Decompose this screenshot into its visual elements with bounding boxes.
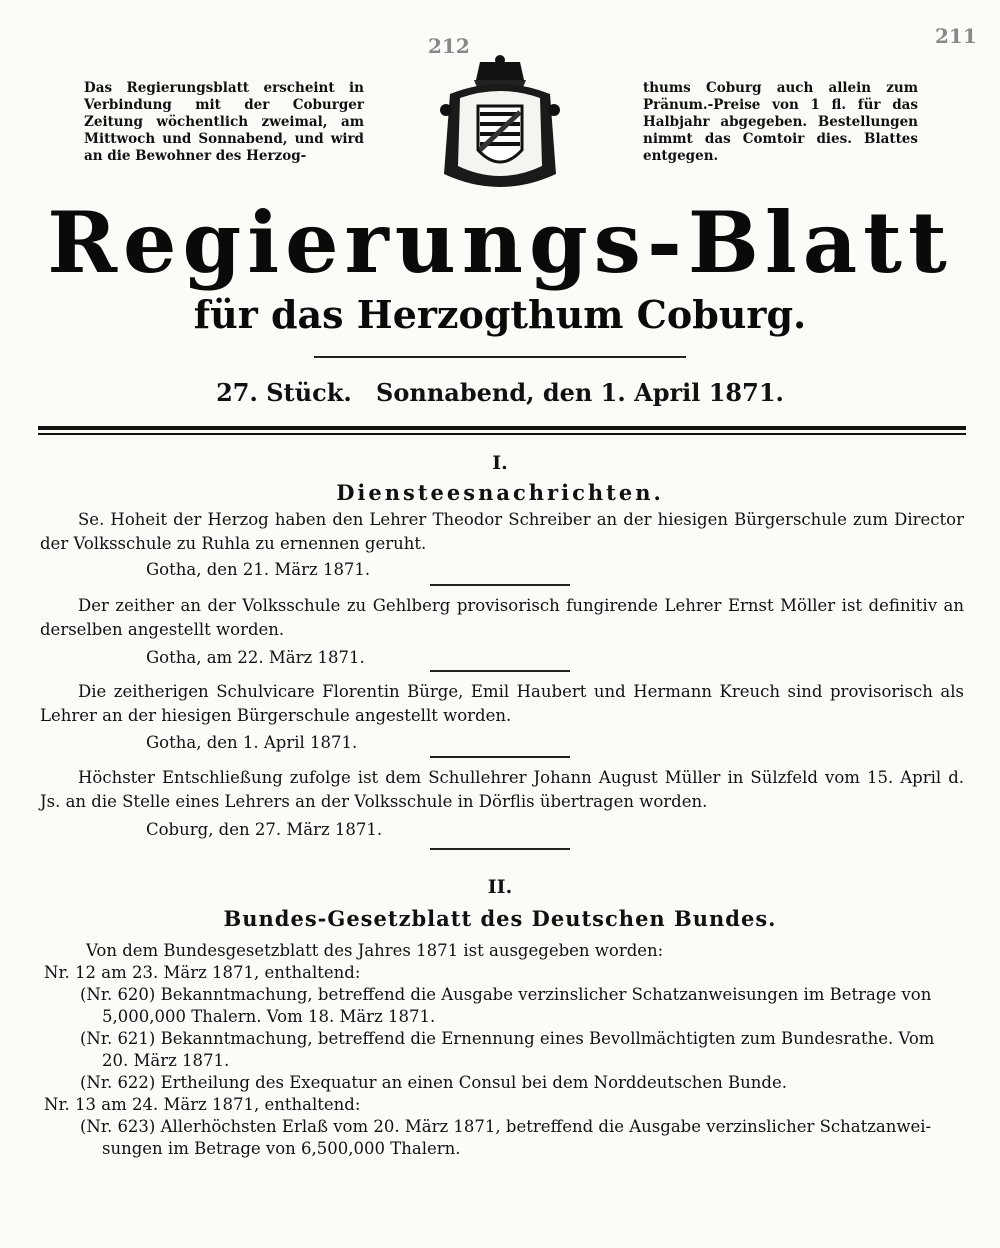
place-date: Coburg, den 27. März 1871.: [146, 820, 383, 839]
issue-number: 27. Stück.: [216, 378, 352, 407]
section-2-numeral: II.: [487, 876, 513, 898]
coat-of-arms-icon: [430, 54, 570, 204]
place-date: Gotha, den 21. März 1871.: [146, 560, 371, 579]
gazette-entry-line: (Nr. 623) Allerhöchsten Erlaß vom 20. März 1871, betreffend die Ausgabe verzinslicher Schatzanwei-: [80, 1117, 932, 1136]
notice-paragraph: Die zeitherigen Schulvicare Florentin Bürge, Emil Haubert und Hermann Kreuch sind provisorisch als Lehrer an der hiesigen Bürgerschule angestellt worden.: [40, 682, 964, 725]
page-number-left: 212: [428, 34, 470, 58]
gazette-entry-line: 20. März 1871.: [102, 1051, 230, 1070]
section-1-title: Diensteesnachrichten.: [336, 480, 664, 505]
section-2-title: Bundes-Gesetzblatt des Deutschen Bundes.: [223, 906, 777, 931]
gazette-entry-line: (Nr. 620) Bekanntmachung, betreffend die Ausgabe verzinslicher Schatzanweisungen im Betrage von: [80, 985, 932, 1004]
subscription-notice-right: thums Coburg auch allein zum Pränum.-Preise von 1 fl. für das Halbjahr abgegeben. Bestellungen nimmt das Comtoir dies. Blattes entgegen.: [643, 80, 918, 164]
notice-paragraph: Se. Hoheit der Herzog haben den Lehrer Theodor Schreiber an der hiesigen Bürgerschule zum Director der Volksschule zu Ruhla zu ernennen geruht.: [40, 510, 964, 553]
separator: [430, 756, 570, 758]
issue-date: Sonnabend, den 1. April 1871.: [376, 378, 784, 407]
gazette-entry-line: sungen im Betrage von 6,500,000 Thalern.: [102, 1139, 461, 1158]
gazette-entry-line: 5,000,000 Thalern. Vom 18. März 1871.: [102, 1007, 436, 1026]
masthead-title: Regierungs-Blatt: [47, 193, 953, 292]
page-number-right: 211: [935, 24, 977, 48]
separator: [430, 584, 570, 586]
gazette-entry-line: (Nr. 622) Ertheilung des Exequatur an einen Consul bei dem Norddeutschen Bunde.: [80, 1073, 787, 1092]
gazette-intro: Von dem Bundesgesetzblatt des Jahres 1871 ist ausgegeben worden:: [86, 941, 664, 960]
place-date: Gotha, den 1. April 1871.: [146, 733, 358, 752]
gazette-issue-line: Nr. 13 am 24. März 1871, enthaltend:: [44, 1095, 361, 1114]
separator: [430, 670, 570, 672]
notice-paragraph: Höchster Entschließung zufolge ist dem Schullehrer Johann August Müller in Sülzfeld vom 15. April d. Js. an die Stelle eines Lehrers an der Volksschule in Dörflis übertragen worden.: [40, 768, 964, 811]
masthead-subtitle: für das Herzogthum Coburg.: [193, 292, 807, 337]
section-1-numeral: I.: [492, 452, 508, 474]
header-double-rule: [38, 426, 966, 435]
subscription-notice-left: Das Regierungsblatt erscheint in Verbindung mit der Coburger Zeitung wöchentlich zweimal, am Mittwoch und Sonnabend, und wird an die Bewohner des Herzog-: [84, 80, 364, 164]
separator: [430, 848, 570, 850]
gazette-entry-line: (Nr. 621) Bekanntmachung, betreffend die Ernennung eines Bevollmächtigten zum Bundesrathe. Vom: [80, 1029, 935, 1048]
notice-paragraph: Der zeither an der Volksschule zu Gehlberg provisorisch fungirende Lehrer Ernst Möller ist definitiv an derselben angestellt worden.: [40, 596, 964, 639]
gazette-issue-line: Nr. 12 am 23. März 1871, enthaltend:: [44, 963, 361, 982]
issue-line: [0, 378, 1000, 408]
title-divider: [314, 356, 686, 358]
place-date: Gotha, am 22. März 1871.: [146, 648, 365, 667]
